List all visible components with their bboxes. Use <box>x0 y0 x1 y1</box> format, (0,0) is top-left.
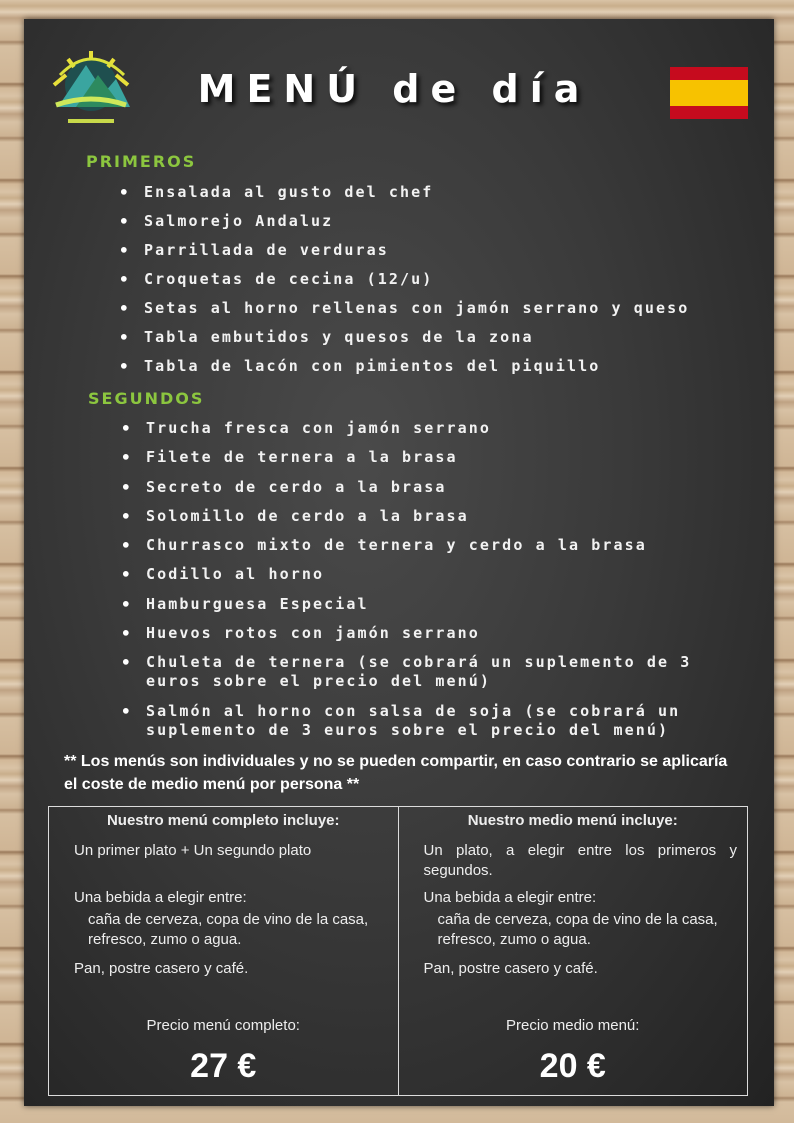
medio-heading: Nuestro medio menú incluye: <box>467 812 678 829</box>
primeros-list <box>119 183 719 386</box>
section-primeros-title: PRIMEROS <box>86 152 197 171</box>
medio-extras: Pan, postre casero y café. <box>423 960 598 977</box>
medio-price-label: Precio medio menú: <box>506 1017 640 1034</box>
section-segundos-title: SEGUNDOS <box>88 389 205 408</box>
segundos-item: • Salmón al horno con salsa de soja (se cobrará un suplemento de 3 euros sobre el precio del menú) <box>121 702 721 740</box>
medio-price: 20 € <box>539 1047 606 1085</box>
primeros-item: • Setas al horno rellenas con jamón serrano y queso <box>119 299 719 318</box>
menu-options-table <box>48 806 748 1096</box>
completo-heading: Nuestro menú completo incluye: <box>106 812 340 829</box>
segundos-item: • Secreto de cerdo a la brasa <box>121 478 721 497</box>
segundos-list <box>121 419 721 750</box>
segundos-item: • Hamburguesa Especial <box>121 595 721 614</box>
chalkboard <box>24 19 774 1106</box>
completo-drinks: caña de cerveza, copa de vino de la casa, refresco, zumo o agua. <box>88 911 369 948</box>
menu-completo-column <box>49 807 398 1095</box>
completo-drink-label: Una bebida a elegir entre: <box>74 889 247 906</box>
completo-line1: Un primer plato + Un segundo plato <box>74 842 312 859</box>
restaurant-logo <box>46 45 136 135</box>
primeros-item: • Tabla de lacón con pimientos del piquillo <box>119 357 719 376</box>
completo-price: 27 € <box>190 1047 257 1085</box>
medio-drinks: caña de cerveza, copa de vino de la casa, refresco, zumo o agua. <box>437 911 718 948</box>
segundos-item: • Churrasco mixto de ternera y cerdo a la brasa <box>121 536 721 555</box>
primeros-item: • Croquetas de cecina (12/u) <box>119 270 719 289</box>
completo-extras: Pan, postre casero y café. <box>74 960 249 977</box>
primeros-item: • Tabla embutidos y quesos de la zona <box>119 328 719 347</box>
segundos-item: • Filete de ternera a la brasa <box>121 448 721 467</box>
segundos-item: • Huevos rotos con jamón serrano <box>121 624 721 643</box>
sharing-note: ** Los menús son individuales y no se pueden compartir, en caso contrario se aplicaría el coste de medio menú por persona ** <box>64 753 728 793</box>
medio-menu-column <box>398 807 748 1095</box>
completo-price-label: Precio menú completo: <box>146 1017 300 1034</box>
primeros-item: • Parrillada de verduras <box>119 241 719 260</box>
page-title: MENÚ de día <box>197 67 591 111</box>
spain-flag-icon <box>670 67 748 119</box>
segundos-item: • Codillo al horno <box>121 565 721 584</box>
segundos-item: • Solomillo de cerdo a la brasa <box>121 507 721 526</box>
primeros-item: • Ensalada al gusto del chef <box>119 183 719 202</box>
medio-drink-label: Una bebida a elegir entre: <box>423 889 597 906</box>
segundos-item: • Chuleta de ternera (se cobrará un suplemento de 3 euros sobre el precio del menú) <box>121 653 721 691</box>
primeros-item: • Salmorejo Andaluz <box>119 212 719 231</box>
medio-line1: Un plato, a elegir entre los primeros y segundos. <box>423 842 737 879</box>
segundos-item: • Trucha fresca con jamón serrano <box>121 419 721 438</box>
